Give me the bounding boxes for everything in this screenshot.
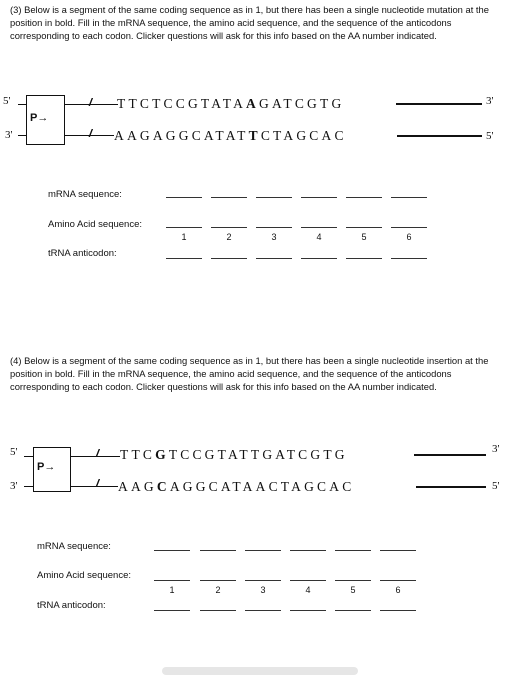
section4-trna-blank-1[interactable] bbox=[154, 610, 190, 611]
section4-aa-number-3: 3 bbox=[260, 585, 266, 595]
section4-trna-blank-5[interactable] bbox=[335, 610, 371, 611]
section3-aa-blank-1[interactable] bbox=[166, 227, 202, 228]
section3-top-3prime: 3' bbox=[486, 95, 494, 107]
section3-trna-label: tRNA anticodon: bbox=[48, 248, 117, 259]
section3-bottom-3prime: 3' bbox=[5, 129, 13, 141]
arrow-right-icon: → bbox=[37, 112, 49, 124]
section3-mrna-label: mRNA sequence: bbox=[48, 189, 122, 200]
mutation-bold-base: A bbox=[246, 96, 259, 111]
section4-aa-blank-3[interactable] bbox=[245, 580, 281, 581]
section4-trna-blank-2[interactable] bbox=[200, 610, 236, 611]
section4-aa-blank-2[interactable] bbox=[200, 580, 236, 581]
section4-bottom-5prime: 5' bbox=[492, 480, 500, 492]
section3-aa-number-3: 3 bbox=[271, 232, 277, 242]
section4-mrna-blank-1[interactable] bbox=[154, 550, 190, 551]
section4-aa-blank-5[interactable] bbox=[335, 580, 371, 581]
section4-aa-blank-4[interactable] bbox=[290, 580, 326, 581]
section4-bottom-strand: AAGCAGGCATAACTAGCAC bbox=[118, 479, 355, 494]
section4-trna-blank-4[interactable] bbox=[290, 610, 326, 611]
section3-top-5prime: 5' bbox=[3, 95, 11, 107]
mutation-bold-base: T bbox=[248, 128, 261, 143]
section4-trna-label: tRNA anticodon: bbox=[37, 600, 106, 611]
section3-trna-blank-4[interactable] bbox=[301, 258, 337, 259]
section3-aa-number-6: 6 bbox=[406, 232, 412, 242]
section3-top-strand: TTCTCCGTATAAGATCGTG bbox=[117, 96, 345, 111]
section4-trna-blank-6[interactable] bbox=[380, 610, 416, 611]
section4-mrna-blank-4[interactable] bbox=[290, 550, 326, 551]
section3-promoter-label: P→ bbox=[30, 112, 49, 124]
section4-aa-number-5: 5 bbox=[350, 585, 356, 595]
section3-bottom-strand: AAGAGGCATATTCTAGCAC bbox=[114, 128, 347, 143]
section4-aa-number-1: 1 bbox=[169, 585, 175, 595]
section4-aa-number-2: 2 bbox=[215, 585, 221, 595]
section3-aa-blank-3[interactable] bbox=[256, 227, 292, 228]
section3-mrna-blank-4[interactable] bbox=[301, 197, 337, 198]
section3-mrna-blank-5[interactable] bbox=[346, 197, 382, 198]
section3-bottom-strand-right-line bbox=[397, 135, 482, 137]
section3-aa-number-1: 1 bbox=[181, 232, 187, 242]
section4-trna-blank-3[interactable] bbox=[245, 610, 281, 611]
section3-aa-number-2: 2 bbox=[226, 232, 232, 242]
section4-mrna-blank-3[interactable] bbox=[245, 550, 281, 551]
section4-mrna-blank-5[interactable] bbox=[335, 550, 371, 551]
section4-top-strand-right-line bbox=[414, 454, 486, 456]
insertion-bold-base: G bbox=[155, 447, 169, 462]
section4-promoter-label: P→ bbox=[37, 461, 56, 473]
section4-aa-blank-6[interactable] bbox=[380, 580, 416, 581]
arrow-right-icon: → bbox=[44, 461, 56, 473]
section4-aa-number-6: 6 bbox=[395, 585, 401, 595]
section3-aa-blank-6[interactable] bbox=[391, 227, 427, 228]
section4-aa-blank-1[interactable] bbox=[154, 580, 190, 581]
section4-mrna-blank-6[interactable] bbox=[380, 550, 416, 551]
insertion-bold-base: C bbox=[156, 479, 170, 494]
section3-bottom-5prime: 5' bbox=[486, 130, 494, 142]
section3-top-strand-right-line bbox=[396, 103, 482, 105]
section3-trna-blank-3[interactable] bbox=[256, 258, 292, 259]
section3-trna-blank-2[interactable] bbox=[211, 258, 247, 259]
section4-top-5prime: 5' bbox=[10, 446, 18, 458]
section4-prompt: (4) Below is a segment of the same coding sequence as in 1, but there has been a single nucleotide insertion at the position in bold. Fill in the mRNA sequence, the amino acid sequence, and the sequence of the anticodons corresponding to each codon. Clicker questions will ask for this info based on the AA number indicated. bbox=[10, 355, 489, 392]
section3-trna-blank-6[interactable] bbox=[391, 258, 427, 259]
section4-aa-label: Amino Acid sequence: bbox=[37, 570, 132, 581]
section4-bottom-strand-right-line bbox=[416, 486, 486, 488]
section3-trna-blank-5[interactable] bbox=[346, 258, 382, 259]
section4-mrna-label: mRNA sequence: bbox=[37, 541, 111, 552]
section4-mrna-blank-2[interactable] bbox=[200, 550, 236, 551]
section4-top-strand: TTCGTCCGTATTGATCGTG bbox=[120, 447, 348, 462]
section3-mrna-blank-2[interactable] bbox=[211, 197, 247, 198]
section3-mrna-blank-1[interactable] bbox=[166, 197, 202, 198]
section3-aa-blank-2[interactable] bbox=[211, 227, 247, 228]
section3-aa-number-5: 5 bbox=[361, 232, 367, 242]
section3-aa-label: Amino Acid sequence: bbox=[48, 219, 143, 230]
section3-trna-blank-1[interactable] bbox=[166, 258, 202, 259]
section3-prompt: (3) Below is a segment of the same coding sequence as in 1, but there has been a single nucleotide mutation at the position in bold. Fill in the mRNA sequence, the amino acid sequence, and the sequence of the anticodons corresponding to each codon. Clicker questions will ask for this info based on the AA number indicated. bbox=[10, 4, 489, 41]
horizontal-scrollbar[interactable] bbox=[162, 667, 358, 675]
section3-mrna-blank-3[interactable] bbox=[256, 197, 292, 198]
section4-aa-number-4: 4 bbox=[305, 585, 311, 595]
section3-aa-blank-4[interactable] bbox=[301, 227, 337, 228]
section4-bottom-3prime: 3' bbox=[10, 480, 18, 492]
section3-mrna-blank-6[interactable] bbox=[391, 197, 427, 198]
section3-aa-blank-5[interactable] bbox=[346, 227, 382, 228]
section3-aa-number-4: 4 bbox=[316, 232, 322, 242]
section4-top-3prime: 3' bbox=[492, 443, 500, 455]
